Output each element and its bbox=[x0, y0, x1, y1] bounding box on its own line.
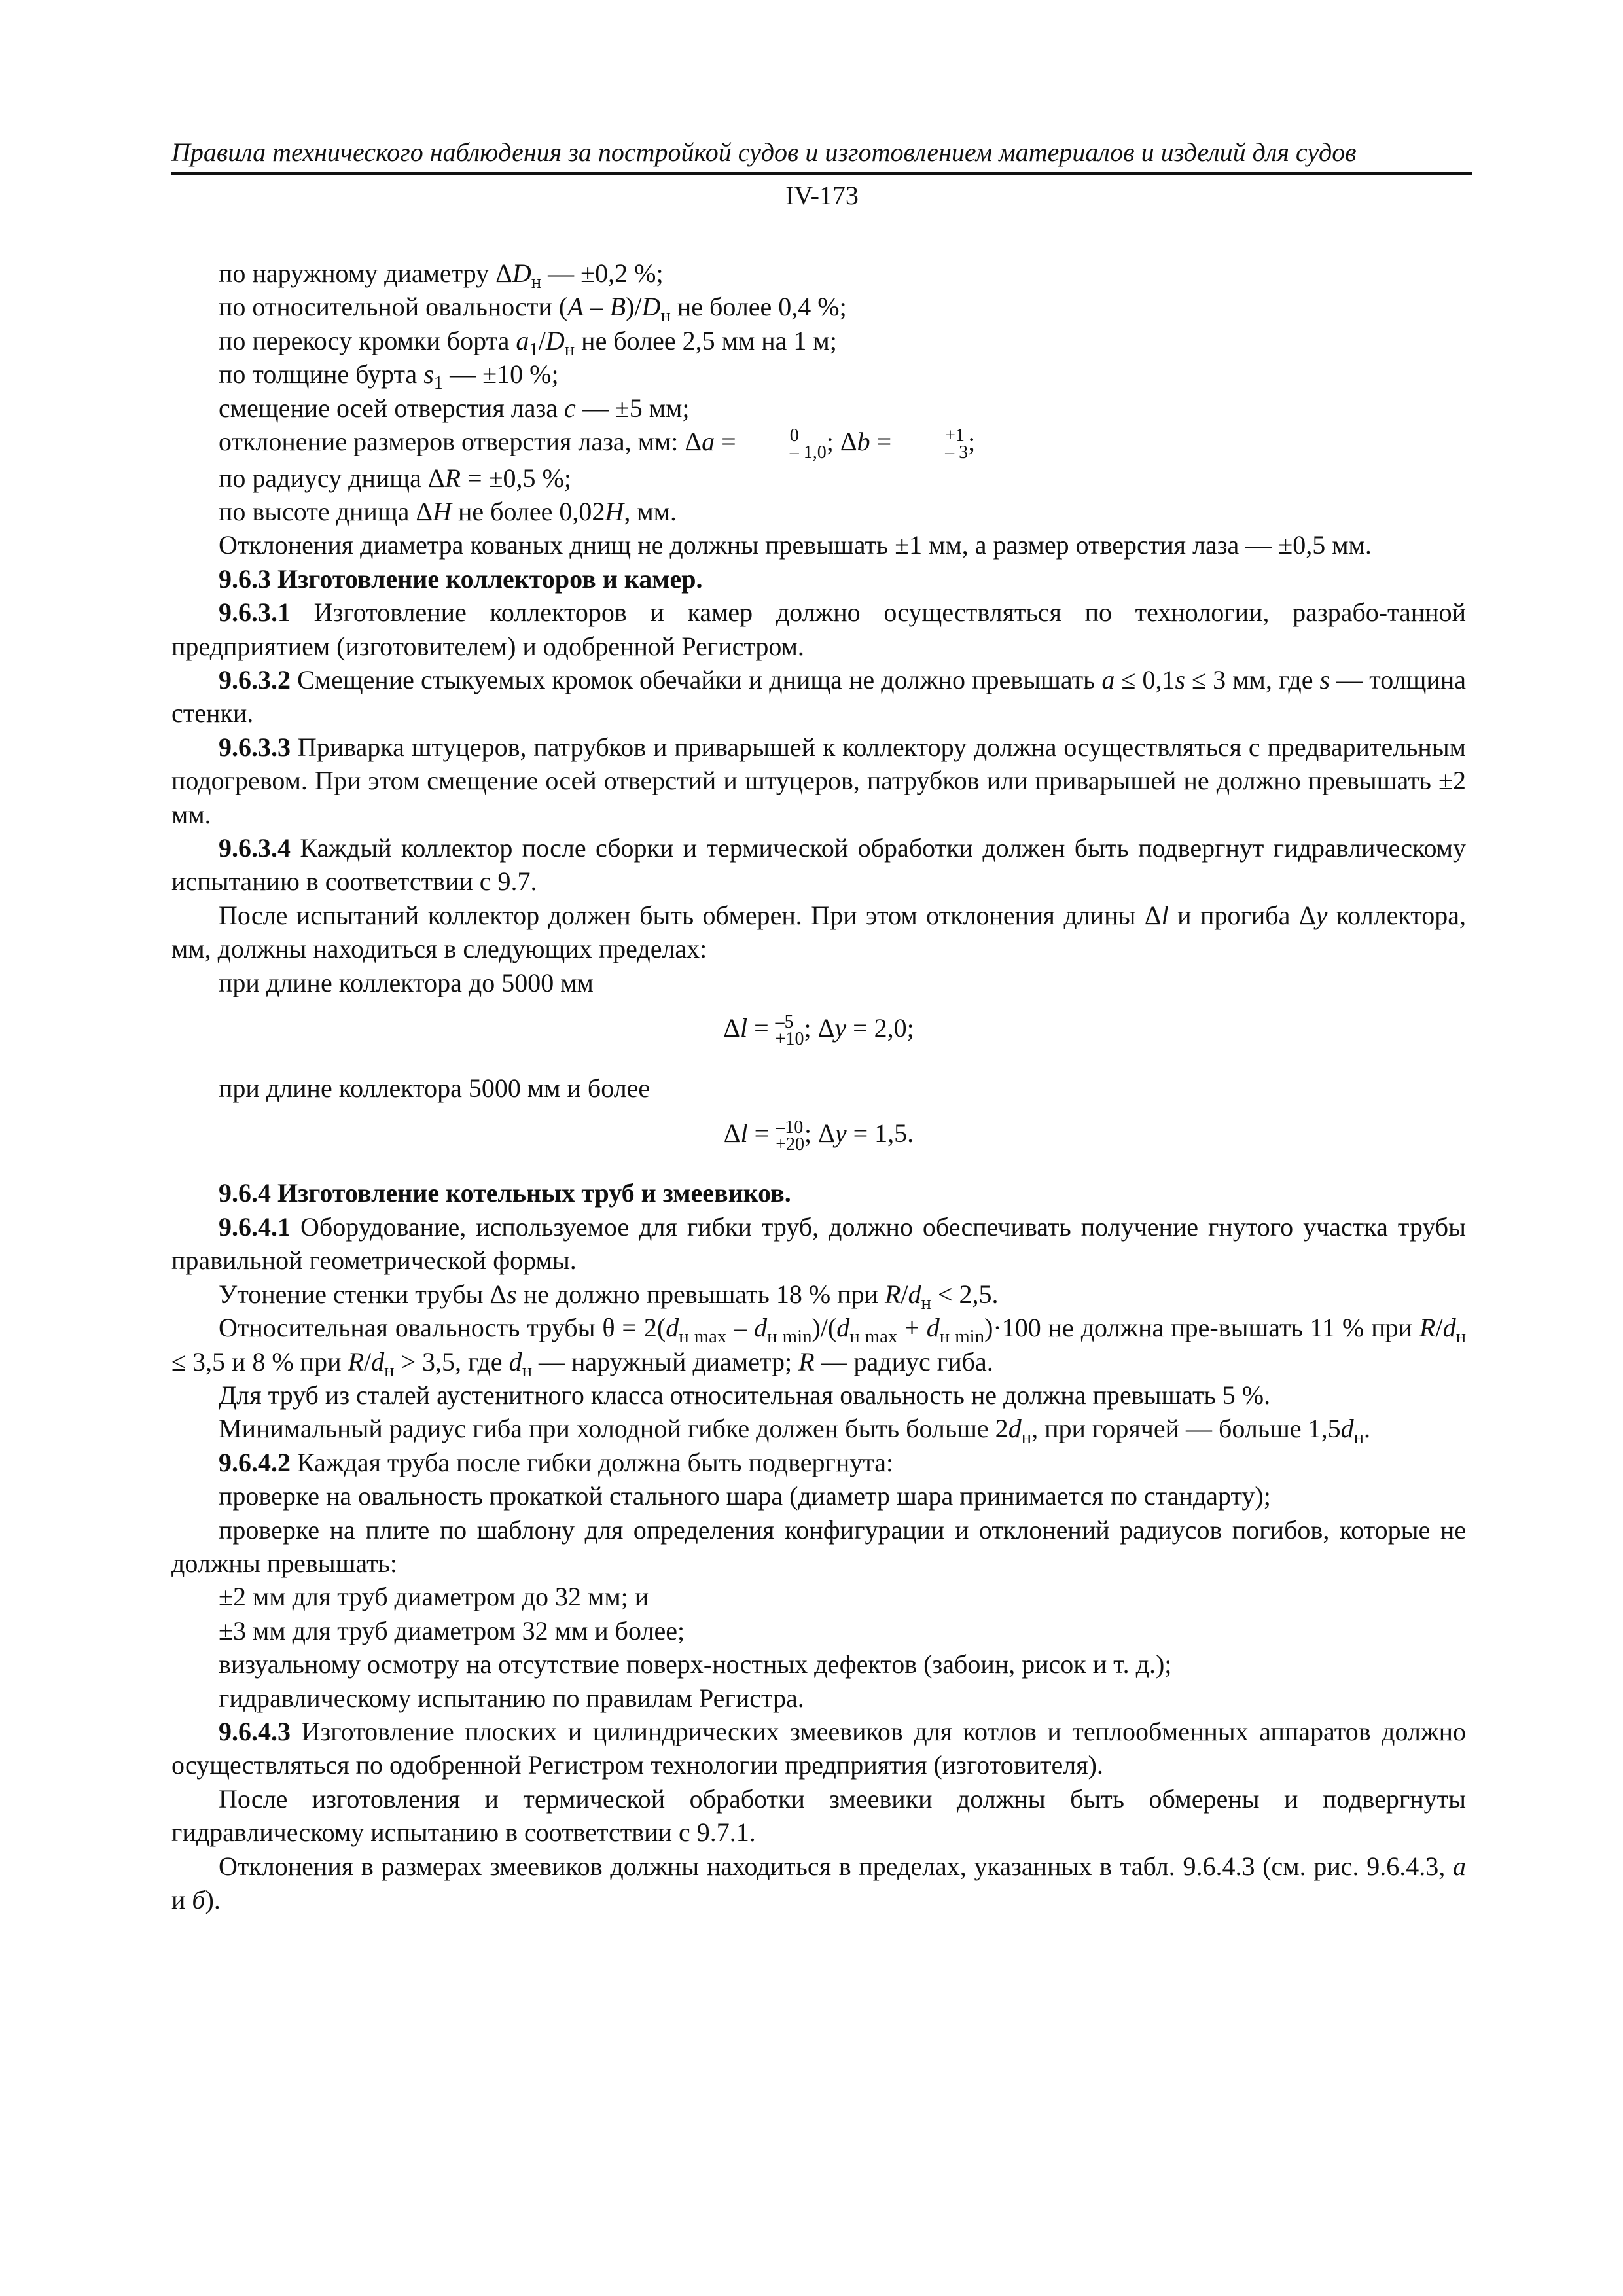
min-bend-radius-paragraph: Минимальный радиус гиба при холодной гибке должен быть больше $2d_н$, при горячей — больше $1,5d_н$. bbox=[219, 1414, 1371, 1448]
page-number: IV-173 bbox=[785, 181, 859, 210]
section-heading-9-6-4: 9.6.4 Изготовление котельных труб и змеевиков. bbox=[219, 1178, 791, 1208]
manhole-b-limits: +1 – 3 bbox=[945, 425, 969, 463]
clause-9-6-4-1: 9.6.4.1 Оборудование, используемое для гибки труб, должно обеспечивать получение гнутого участка трубы правильной геометрической формы. bbox=[171, 1211, 1466, 1276]
manhole-a-limits: 0 – 1,0 bbox=[789, 425, 827, 463]
tolerance-flange-skew: по перекосу кромки борта $a_1/D_н$ не более 2,5 мм на 1 м; bbox=[219, 325, 837, 360]
tolerance-head-height: по высоте днища ΔH не более 0,02H, мм. bbox=[219, 496, 677, 526]
clause-9-6-3-2: 9.6.3.2 Смещение стыкуемых кромок обечайки и днища не должно превышать a ≤ 0,1s ≤ 3 мм, где s — толщина стенки. bbox=[171, 664, 1467, 728]
tolerance-collar-thickness: по толщине бурта $s_1$ — ±10 %; bbox=[219, 359, 559, 394]
clause-9-6-3-1: 9.6.3.1 Изготовление коллекторов и камер должно осуществляться по технологии, разрабо-танной предприятием (изготовителем) и одобренной Регистром. bbox=[171, 598, 1466, 661]
header-rule bbox=[171, 172, 1472, 175]
wall-thinning-paragraph: Утонение стенки трубы Δs не должно превышать 18 % при $R/d_н < 2,5$. bbox=[219, 1279, 999, 1314]
tolerance-manhole-offset: смещение осей отверстия лаза c — ±5 мм; bbox=[219, 393, 690, 423]
coil-testing-paragraph: После изготовления и термической обработки змеевики должны быть обмерены и подвергнуты гидравлическому испытанию в соответствии с 9.7.1. bbox=[171, 1784, 1466, 1848]
forged-heads-paragraph: Отклонения диаметра кованых днищ не должны превышать ±1 мм, а размер отверстия лаза — ±0,5 мм. bbox=[219, 530, 1372, 560]
page-header bbox=[171, 134, 1472, 214]
section-heading-9-6-3: 9.6.3 Изготовление коллекторов и камер. bbox=[219, 564, 703, 594]
check-limit-under-32: ±2 мм для труб диаметром до 32 мм; и bbox=[219, 1582, 649, 1612]
check-hydraulic: гидравлическому испытанию по правилам Регистра. bbox=[219, 1683, 804, 1713]
tolerance-outer-diameter: по наружному диаметру $\Delta D_н$ — ±0,2 %; bbox=[219, 259, 664, 293]
clause-9-6-4-3: 9.6.4.3 Изготовление плоских и цилиндрических змеевиков для котлов и теплообменных аппаратов должно осуществляться по одобренной Регистром технологии предприятия (изготовителя). bbox=[171, 1716, 1466, 1780]
clause-9-6-3-4: 9.6.3.4 Каждый коллектор после сборки и термической обработки должен быть подвергнут гидравлическому испытанию в соответствии с 9.7. bbox=[171, 833, 1466, 897]
short-collector-limits: –5 +10 bbox=[775, 1012, 804, 1049]
check-ball-rolling: проверке на овальность прокаткой стального шара (диаметр шара принимается по стандарту); bbox=[219, 1481, 1271, 1511]
formula-long-collector: Δl = –10 +20 ; Δy = 1,5. bbox=[723, 1117, 914, 1155]
tolerance-manhole-size: отклонение размеров отверстия лаза, мм: Δa = 0 – 1,0 ; Δb = +1 – 3 ; bbox=[219, 425, 976, 463]
coil-deviation-paragraph: Отклонения в размерах змеевиков должны находиться в пределах, указанных в табл. 9.6.4.3 (см. рис. 9.6.4.3, а и б). bbox=[171, 1851, 1466, 1915]
tolerance-ovality: по относительной овальности $(A - B)/D_н$ не более 0,4 %; bbox=[219, 292, 847, 327]
length-5000-and-more: при длине коллектора 5000 мм и более bbox=[219, 1073, 651, 1103]
running-title: Правила технического наблюдения за постройкой судов и изготовлением материалов и изделий для судов bbox=[171, 137, 1357, 167]
clause-9-6-4-2: 9.6.4.2 Каждая труба после гибки должна быть подвергнута: bbox=[219, 1447, 894, 1477]
check-visual: визуальному осмотру на отсутствие поверх-ностных дефектов (забоин, рисок и т. д.); bbox=[219, 1649, 1172, 1679]
tube-ovality-paragraph: Относительная овальность трубы $\theta = 2(d_{н max} - d_{н min})/(d_{н max} + d_{н min})\cdot 100$ не должна пре-вышать 11 % при $R/d_н \le 3,5$ и 8 % при $R/d_н > 3,5$, где $d_н$ — наружный диаметр; R — радиус гиба. bbox=[171, 1313, 1466, 1381]
check-limit-32-and-more: ±3 мм для труб диаметром 32 мм и более; bbox=[219, 1615, 685, 1645]
formula-short-collector: Δl = –5 +10 ; Δy = 2,0; bbox=[723, 1012, 914, 1049]
check-template-plate: проверке на плите по шаблону для определения конфигурации и отклонений радиусов погибов, которые не должны превышать: bbox=[171, 1515, 1466, 1578]
tolerance-head-radius: по радиусу днища ΔR = ±0,5 %; bbox=[219, 463, 571, 493]
collector-measurement-paragraph: После испытаний коллектор должен быть обмерен. При этом отклонения длины Δl и прогиба Δy коллектора, мм, должны находиться в следующих пределах: bbox=[171, 900, 1467, 964]
long-collector-limits: –10 +20 bbox=[776, 1117, 805, 1155]
length-up-to-5000: при длине коллектора до 5000 мм bbox=[219, 967, 594, 997]
austenitic-steel-paragraph: Для труб из сталей аустенитного класса относительная овальность не должна превышать 5 %. bbox=[219, 1380, 1271, 1410]
clause-9-6-3-3: 9.6.3.3 Приварка штуцеров, патрубков и приварышей к коллектору должна осуществляться с предварительным подогревом. При этом смещение осей отверстий и штуцеров, патрубков или приварышей не должно превышать ±2 мм. bbox=[171, 732, 1466, 829]
page-body bbox=[171, 257, 1466, 1916]
